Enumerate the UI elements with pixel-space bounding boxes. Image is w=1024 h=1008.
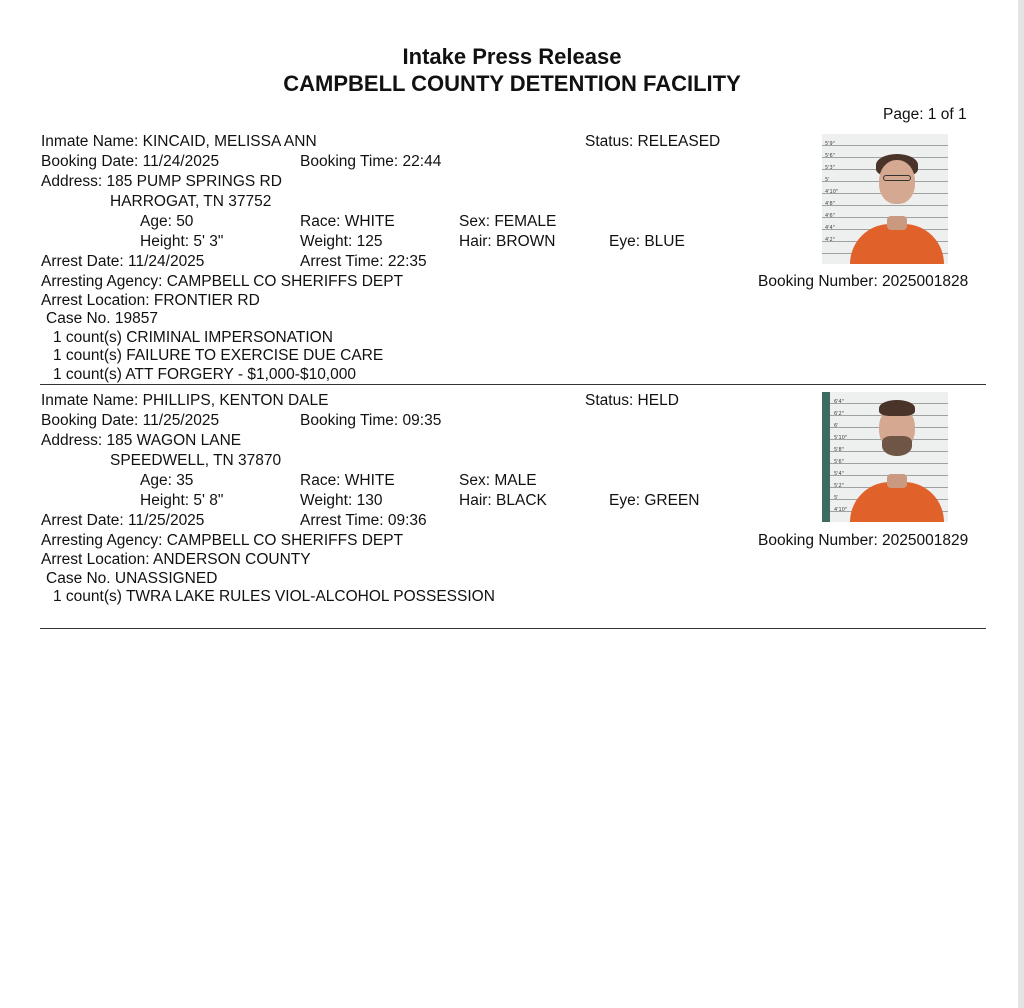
face (879, 160, 915, 204)
height-mark: 6' (834, 423, 839, 429)
mugshot-photo (822, 134, 948, 264)
arresting-agency: Arresting Agency: CAMPBELL CO SHERIFFS DEPT (41, 532, 404, 549)
race: Race: WHITE (300, 213, 395, 230)
mugshot-photo (822, 392, 948, 522)
beard (882, 436, 912, 456)
arrest-date: Arrest Date: 11/25/2025 (41, 512, 205, 529)
case-number: Case No. UNASSIGNED (46, 570, 218, 587)
age: Age: 35 (140, 472, 194, 489)
height-mark: 4'8" (825, 201, 836, 207)
height-mark: 5'4" (834, 471, 845, 477)
booking-date: Booking Date: 11/24/2025 (41, 153, 220, 170)
booking-number: Booking Number: 2025001829 (758, 532, 969, 549)
weight: Weight: 125 (300, 233, 383, 250)
arrest-time: Arrest Time: 09:36 (300, 512, 427, 529)
page-title: Intake Press Release (402, 44, 622, 69)
height-mark: 5'10" (834, 435, 848, 441)
neck (887, 216, 907, 230)
height-mark: 4'10" (834, 507, 848, 513)
height-mark: 5'9" (825, 141, 836, 147)
address-line1: Address: 185 WAGON LANE (41, 432, 242, 449)
height-mark: 4'6" (825, 213, 836, 219)
sex: Sex: MALE (459, 472, 537, 489)
arrest-time: Arrest Time: 22:35 (300, 253, 427, 270)
hair (879, 400, 915, 416)
charge-item: 1 count(s) TWRA LAKE RULES VIOL-ALCOHOL POSSESSION (53, 588, 495, 605)
eye: Eye: GREEN (609, 492, 700, 509)
status: Status: RELEASED (585, 133, 721, 150)
age: Age: 50 (140, 213, 194, 230)
booking-number: Booking Number: 2025001828 (758, 273, 969, 290)
booking-time: Booking Time: 22:44 (300, 153, 442, 170)
inmate-name: Inmate Name: PHILLIPS, KENTON DALE (41, 392, 329, 409)
photo-edge (822, 392, 830, 522)
facility-name: CAMPBELL COUNTY DETENTION FACILITY (283, 71, 741, 96)
arrest-date: Arrest Date: 11/24/2025 (41, 253, 205, 270)
height: Height: 5' 8" (140, 492, 224, 509)
case-number: Case No. 19857 (46, 310, 159, 327)
status: Status: HELD (585, 392, 679, 409)
booking-date: Booking Date: 11/25/2025 (41, 412, 220, 429)
height-mark: 5' (834, 495, 839, 501)
record-divider (40, 384, 986, 385)
height-mark: 5'2" (834, 483, 845, 489)
orange-jumpsuit (850, 482, 944, 522)
race: Race: WHITE (300, 472, 395, 489)
address-line2: SPEEDWELL, TN 37870 (110, 452, 282, 469)
page-number: Page: 1 of 1 (883, 106, 967, 123)
height-mark: 5'3" (825, 165, 836, 171)
height-mark: 5'8" (834, 447, 845, 453)
height-mark: 5'6" (825, 153, 836, 159)
height: Height: 5' 3" (140, 233, 224, 250)
orange-jumpsuit (850, 224, 944, 264)
charge-item: 1 count(s) CRIMINAL IMPERSONATION (53, 329, 333, 346)
arrest-location: Arrest Location: ANDERSON COUNTY (41, 551, 311, 568)
address-line1: Address: 185 PUMP SPRINGS RD (41, 173, 282, 190)
address-line2: HARROGAT, TN 37752 (110, 193, 272, 210)
hair: Hair: BLACK (459, 492, 547, 509)
weight: Weight: 130 (300, 492, 383, 509)
height-mark: 6'4" (834, 399, 845, 405)
page-edge (1018, 0, 1024, 1008)
height-mark: 4'4" (825, 225, 836, 231)
height-chart (825, 138, 838, 246)
height-mark: 5' (825, 177, 830, 183)
hair: Hair: BROWN (459, 233, 556, 250)
eye: Eye: BLUE (609, 233, 685, 250)
arresting-agency: Arresting Agency: CAMPBELL CO SHERIFFS DEPT (41, 273, 404, 290)
inmate-name: Inmate Name: KINCAID, MELISSA ANN (41, 133, 317, 150)
arrest-location: Arrest Location: FRONTIER RD (41, 292, 260, 309)
height-mark: 5'6" (834, 459, 845, 465)
height-mark: 4'2" (825, 237, 836, 243)
charge-item: 1 count(s) FAILURE TO EXERCISE DUE CARE (53, 347, 384, 364)
booking-time: Booking Time: 09:35 (300, 412, 442, 429)
sex: Sex: FEMALE (459, 213, 557, 230)
neck (887, 474, 907, 488)
height-chart (834, 396, 847, 516)
glasses (883, 175, 911, 181)
record-divider (40, 628, 986, 629)
charge-item: 1 count(s) ATT FORGERY - $1,000-$10,000 (53, 366, 356, 383)
height-mark: 6'2" (834, 411, 845, 417)
height-mark: 4'10" (825, 189, 839, 195)
